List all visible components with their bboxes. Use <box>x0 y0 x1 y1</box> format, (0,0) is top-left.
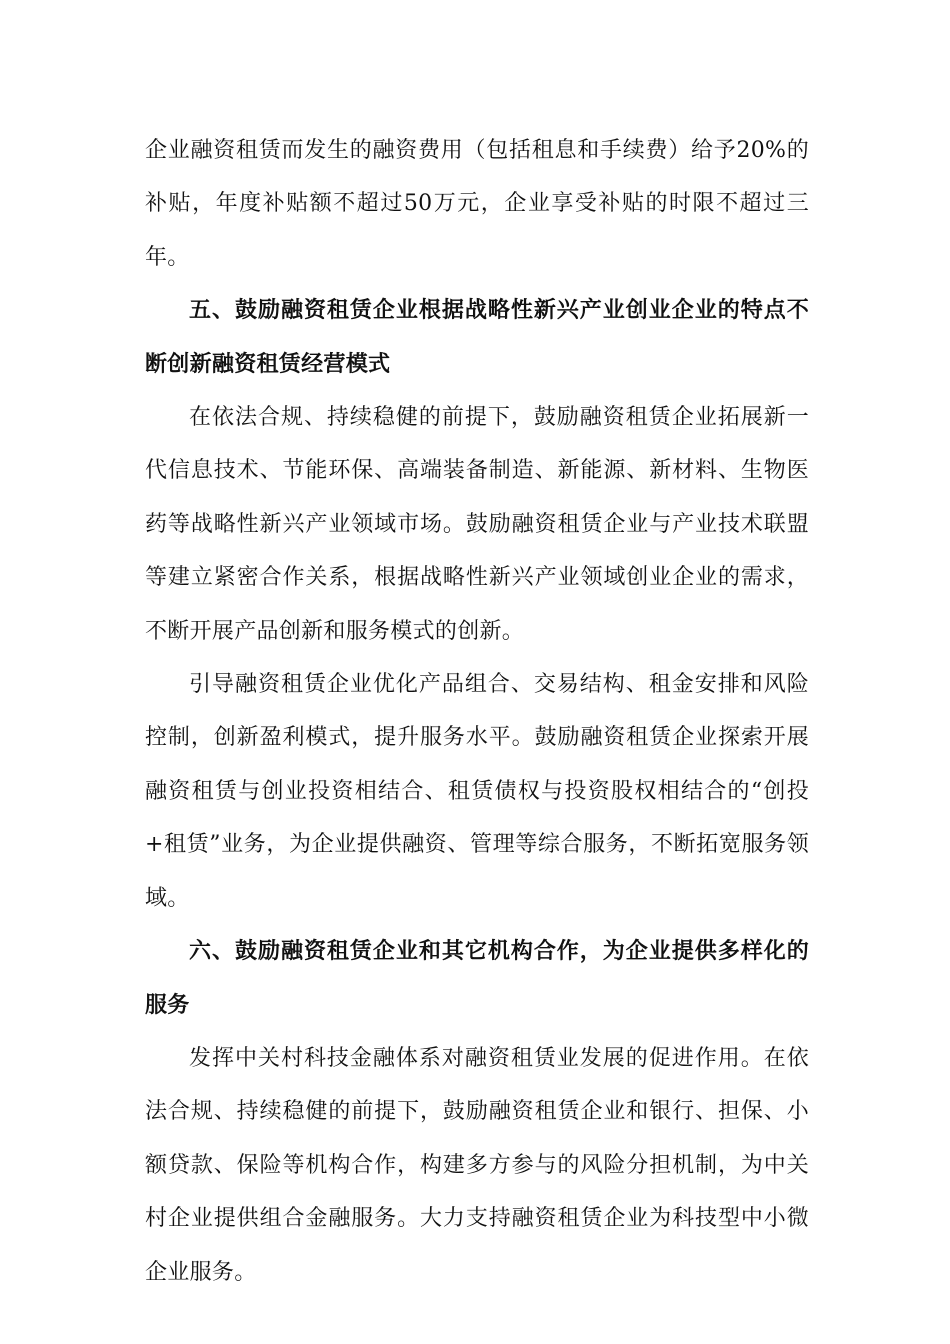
paragraph-6-1: 发挥中关村科技金融体系对融资租赁业发展的促进作用。在依法合规、持续稳健的前提下，鼓励融资租赁企业和银行、担保、小额贷款、保险等机构合作，构建多方参与的风险分担机制，为中关村企业提供组合金融服务。大力支持融资租赁企业为科技型中小微企业服务。 <box>145 1045 809 1285</box>
section-heading-5: 五、鼓励融资租赁企业根据战略性新兴产业创业企业的特点不断创新融资租赁经营模式 <box>145 298 809 377</box>
paragraph-5-2: 引导融资租赁企业优化产品组合、交易结构、租金安排和风险控制，创新盈利模式，提升服务水平。鼓励融资租赁企业探索开展融资租赁与创业投资相结合、租赁债权与投资股权相结合的“创投+租赁”业务，为企业提供融资、管理等综合服务，不断拓宽服务领域。 <box>145 672 809 911</box>
paragraph-5-1: 在依法合规、持续稳健的前提下，鼓励融资租赁企业拓展新一代信息技术、节能环保、高端装备制造、新能源、新材料、生物医药等战略性新兴产业领域市场。鼓励融资租赁企业与产业技术联盟等建立紧密合作关系，根据战略性新兴产业领域创业企业的需求，不断开展产品创新和服务模式的创新。 <box>145 405 809 644</box>
section-heading-6: 六、鼓励融资租赁企业和其它机构合作，为企业提供多样化的服务 <box>145 939 809 1018</box>
paragraph-continuation: 企业融资租赁而发生的融资费用（包括租息和手续费）给予20%的补贴，年度补贴额不超过50万元，企业享受补贴的时限不超过三年。 <box>145 138 809 270</box>
document-body <box>145 124 809 1299</box>
